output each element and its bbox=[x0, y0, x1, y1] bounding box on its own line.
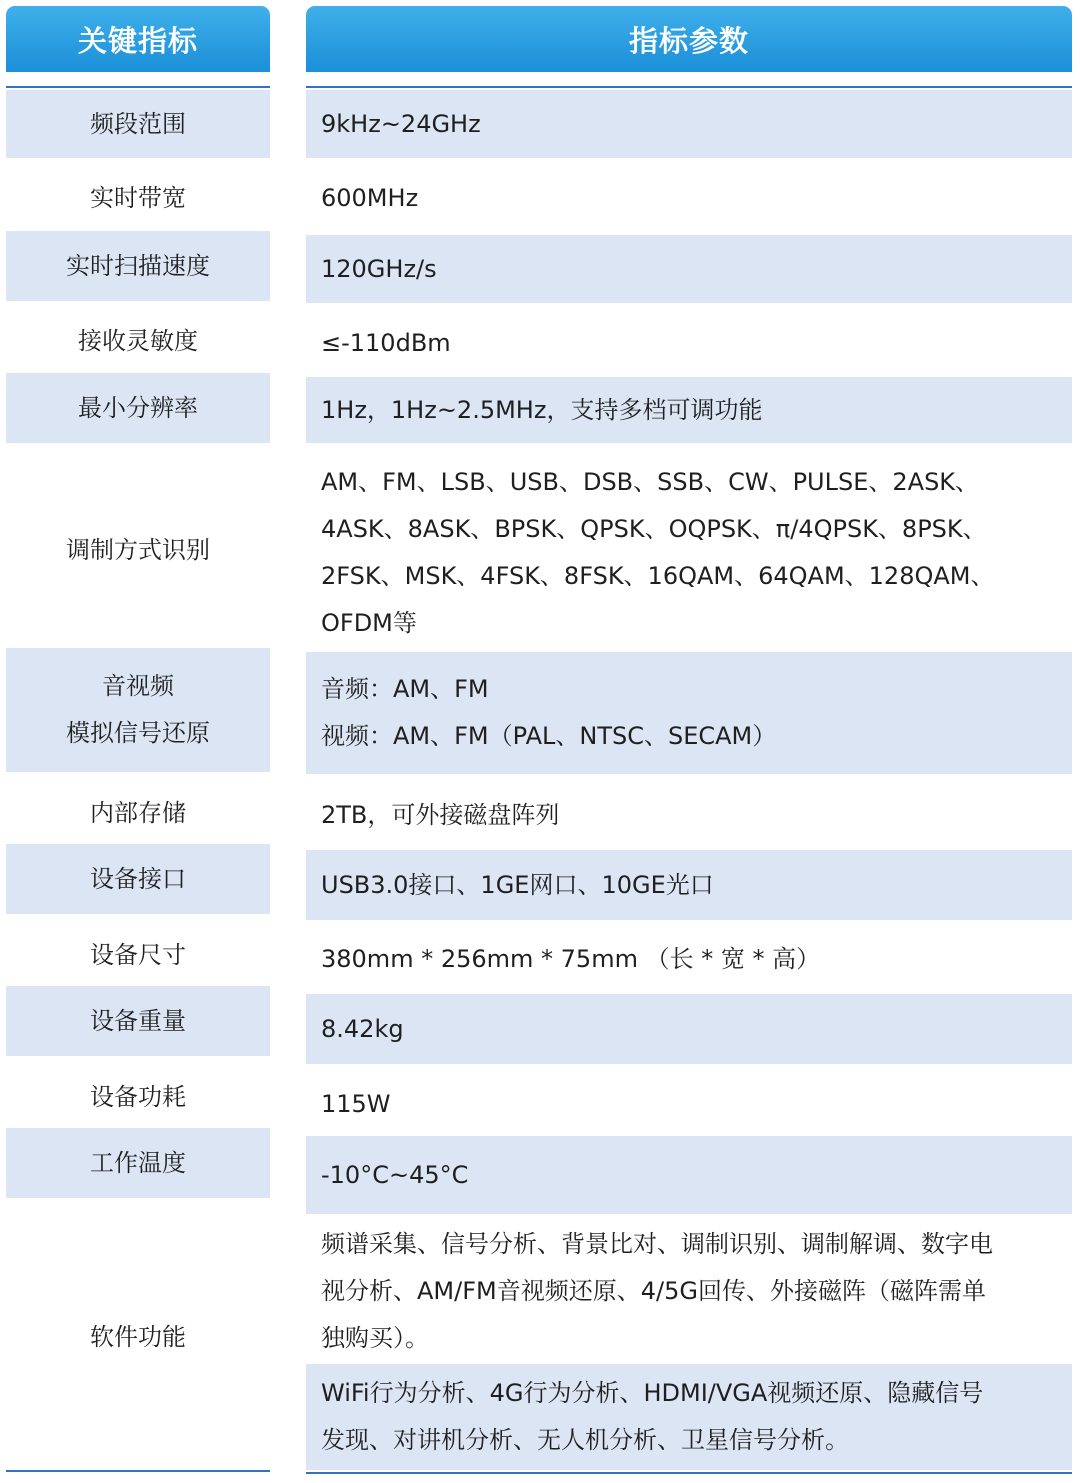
row-key-modulation bbox=[6, 450, 270, 650]
value-text: -10°C~45°C bbox=[321, 1160, 469, 1189]
row-value-min-resolution bbox=[306, 377, 1072, 443]
bottom-rule-right bbox=[306, 1472, 1072, 1474]
value-text: 115W bbox=[321, 1089, 391, 1118]
top-rule-left bbox=[6, 86, 270, 88]
key-text: 设备尺寸 bbox=[90, 940, 186, 969]
value-text: 600MHz bbox=[321, 183, 419, 212]
row-key-realtime-bandwidth bbox=[6, 165, 270, 231]
value-text: 120GHz/s bbox=[321, 254, 437, 283]
row-value-dimensions bbox=[306, 925, 1072, 993]
key-text: 接收灵敏度 bbox=[78, 326, 198, 355]
row-value-software-part2 bbox=[306, 1364, 1072, 1470]
row-value-interfaces bbox=[306, 850, 1072, 920]
row-value-av-restore bbox=[306, 652, 1072, 774]
row-key-temperature bbox=[6, 1128, 270, 1198]
value-text: 380mm * 256mm * 75mm （长 * 宽 * 高） bbox=[321, 944, 821, 973]
row-key-weight bbox=[6, 986, 270, 1056]
row-value-weight bbox=[306, 994, 1072, 1064]
value-text: ≤-110dBm bbox=[321, 328, 451, 357]
row-key-av-restore bbox=[6, 648, 270, 772]
key-text: 实时带宽 bbox=[90, 183, 186, 212]
row-value-storage bbox=[306, 780, 1072, 850]
row-key-scan-speed bbox=[6, 231, 270, 301]
row-value-scan-speed bbox=[306, 235, 1072, 303]
value-text: 音频：AM、FM 视频：AM、FM（PAL、NTSC、SECAM） bbox=[321, 675, 777, 750]
value-text: 1Hz，1Hz~2.5MHz，支持多档可调功能 bbox=[321, 395, 763, 424]
key-text: 工作温度 bbox=[90, 1148, 186, 1177]
row-key-sensitivity bbox=[6, 307, 270, 375]
row-value-temperature bbox=[306, 1136, 1072, 1214]
key-text: 内部存储 bbox=[90, 798, 186, 827]
row-value-realtime-bandwidth bbox=[306, 165, 1072, 231]
bottom-rule-left bbox=[6, 1470, 270, 1472]
row-key-power bbox=[6, 1063, 270, 1131]
value-text: 9kHz~24GHz bbox=[321, 109, 481, 138]
key-text: 音视频 模拟信号还原 bbox=[66, 672, 210, 747]
row-key-storage bbox=[6, 780, 270, 846]
value-text: 频谱采集、信号分析、背景比对、调制识别、调制解调、数字电 视分析、AM/FM音视频还原、4/5G回传、外接磁阵（磁阵需单 独购买）。 bbox=[321, 1229, 993, 1352]
value-text: WiFi行为分析、4G行为分析、HDMI/VGA视频还原、隐藏信号 发现、对讲机分析、无人机分析、卫星信号分析。 bbox=[321, 1379, 984, 1454]
row-value-modulation bbox=[306, 458, 1072, 648]
row-key-software bbox=[6, 1205, 270, 1470]
value-text: 8.42kg bbox=[321, 1014, 404, 1043]
key-text: 软件功能 bbox=[90, 1323, 186, 1351]
key-text: 设备功耗 bbox=[90, 1082, 186, 1111]
header-key-column: 关键指标 bbox=[6, 6, 270, 72]
key-text: 设备接口 bbox=[90, 864, 186, 893]
row-key-interfaces bbox=[6, 844, 270, 914]
row-value-frequency-range bbox=[306, 90, 1072, 158]
key-text: 最小分辨率 bbox=[78, 393, 198, 422]
row-key-min-resolution bbox=[6, 373, 270, 443]
row-key-frequency-range bbox=[6, 90, 270, 158]
value-text: 2TB，可外接磁盘阵列 bbox=[321, 800, 560, 829]
header-value-column: 指标参数 bbox=[306, 6, 1072, 72]
key-text: 频段范围 bbox=[90, 109, 186, 138]
row-value-sensitivity bbox=[306, 307, 1072, 379]
value-text: AM、FM、LSB、USB、DSB、SSB、CW、PULSE、2ASK、 4ASK、8ASK、BPSK、QPSK、OQPSK、π/4QPSK、8PSK、 2FSK、MSK、4FSK、8FSK、16QAM、64QAM、128QAM、 OFDM等 bbox=[321, 468, 995, 637]
value-text: USB3.0接口、1GE网口、10GE光口 bbox=[321, 870, 714, 899]
key-text: 调制方式识别 bbox=[66, 535, 210, 564]
key-text: 设备重量 bbox=[90, 1006, 186, 1035]
row-value-software-part1 bbox=[306, 1220, 1072, 1362]
top-rule-right bbox=[306, 86, 1072, 88]
row-value-power bbox=[306, 1069, 1072, 1139]
key-text: 实时扫描速度 bbox=[66, 251, 210, 280]
row-key-dimensions bbox=[6, 921, 270, 989]
